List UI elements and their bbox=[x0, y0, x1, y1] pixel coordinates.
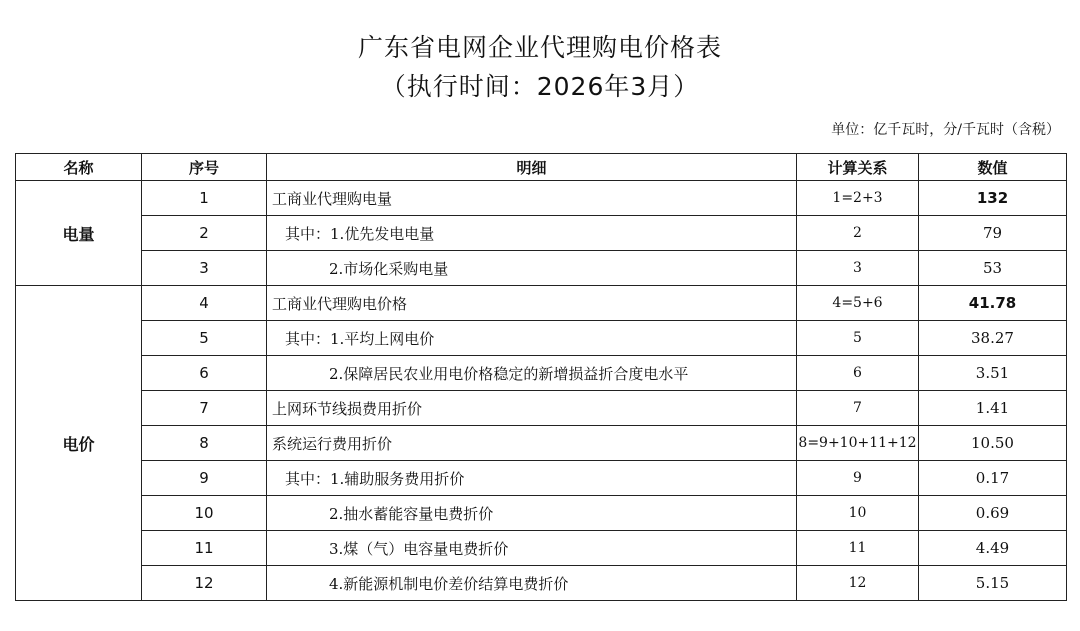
row-detail: 2.抽水蓄能容量电费折价 bbox=[267, 496, 797, 531]
row-calc: 11 bbox=[797, 531, 919, 566]
header-value: 数值 bbox=[919, 154, 1067, 181]
row-calc: 7 bbox=[797, 391, 919, 426]
row-seq: 3 bbox=[142, 251, 267, 286]
category-price: 电价 bbox=[16, 286, 142, 601]
row-value: 5.15 bbox=[919, 566, 1067, 601]
row-seq: 7 bbox=[142, 391, 267, 426]
row-detail: 工商业代理购电量 bbox=[267, 181, 797, 216]
row-calc: 6 bbox=[797, 356, 919, 391]
row-seq: 11 bbox=[142, 531, 267, 566]
row-detail: 其中：1.平均上网电价 bbox=[267, 321, 797, 356]
row-seq: 5 bbox=[142, 321, 267, 356]
row-value: 4.49 bbox=[919, 531, 1067, 566]
row-value: 0.17 bbox=[919, 461, 1067, 496]
row-detail: 其中：1.优先发电电量 bbox=[267, 216, 797, 251]
unit-note: 单位：亿千瓦时，分/千瓦时（含税） bbox=[831, 122, 1060, 138]
header-name: 名称 bbox=[16, 154, 142, 181]
row-value: 3.51 bbox=[919, 356, 1067, 391]
row-seq: 2 bbox=[142, 216, 267, 251]
row-calc: 5 bbox=[797, 321, 919, 356]
table-row bbox=[16, 531, 1067, 566]
table-row bbox=[16, 321, 1067, 356]
row-calc: 3 bbox=[797, 251, 919, 286]
table-row bbox=[16, 216, 1067, 251]
row-seq: 10 bbox=[142, 496, 267, 531]
page-title: 广东省电网企业代理购电价格表 bbox=[357, 33, 722, 62]
row-value: 10.50 bbox=[919, 426, 1067, 461]
row-detail: 2.市场化采购电量 bbox=[267, 251, 797, 286]
table-row bbox=[16, 391, 1067, 426]
row-detail: 4.新能源机制电价差价结算电费折价 bbox=[267, 566, 797, 601]
row-seq: 4 bbox=[142, 286, 267, 321]
row-value: 1.41 bbox=[919, 391, 1067, 426]
table-row bbox=[16, 566, 1067, 601]
row-seq: 12 bbox=[142, 566, 267, 601]
row-value: 53 bbox=[919, 251, 1067, 286]
table-row bbox=[16, 286, 1067, 321]
row-seq: 8 bbox=[142, 426, 267, 461]
header-calc: 计算关系 bbox=[797, 154, 919, 181]
row-seq: 6 bbox=[142, 356, 267, 391]
row-value: 0.69 bbox=[919, 496, 1067, 531]
table-row bbox=[16, 426, 1067, 461]
table-row bbox=[16, 496, 1067, 531]
header-seq: 序号 bbox=[142, 154, 267, 181]
row-detail: 3.煤（气）电容量电费折价 bbox=[267, 531, 797, 566]
row-value: 132 bbox=[919, 181, 1067, 216]
row-calc: 8=9+10+11+12 bbox=[797, 426, 919, 461]
header-detail: 明细 bbox=[267, 154, 797, 181]
table-row bbox=[16, 181, 1067, 216]
row-detail: 上网环节线损费用折价 bbox=[267, 391, 797, 426]
row-value: 38.27 bbox=[919, 321, 1067, 356]
table-header-row bbox=[16, 154, 1067, 181]
table-row bbox=[16, 251, 1067, 286]
row-detail: 其中：1.辅助服务费用折价 bbox=[267, 461, 797, 496]
table-row bbox=[16, 461, 1067, 496]
row-calc: 2 bbox=[797, 216, 919, 251]
row-value: 79 bbox=[919, 216, 1067, 251]
row-detail: 系统运行费用折价 bbox=[267, 426, 797, 461]
row-value: 41.78 bbox=[919, 286, 1067, 321]
row-calc: 4=5+6 bbox=[797, 286, 919, 321]
row-calc: 10 bbox=[797, 496, 919, 531]
table-row bbox=[16, 356, 1067, 391]
row-seq: 1 bbox=[142, 181, 267, 216]
row-calc: 9 bbox=[797, 461, 919, 496]
row-calc: 12 bbox=[797, 566, 919, 601]
row-detail: 2.保障居民农业用电价格稳定的新增损益折合度电水平 bbox=[267, 356, 797, 391]
row-detail: 工商业代理购电价格 bbox=[267, 286, 797, 321]
category-energy: 电量 bbox=[16, 181, 142, 286]
page-subtitle: （执行时间：2026年3月） bbox=[380, 72, 700, 101]
price-table bbox=[15, 153, 1067, 601]
row-calc: 1=2+3 bbox=[797, 181, 919, 216]
row-seq: 9 bbox=[142, 461, 267, 496]
